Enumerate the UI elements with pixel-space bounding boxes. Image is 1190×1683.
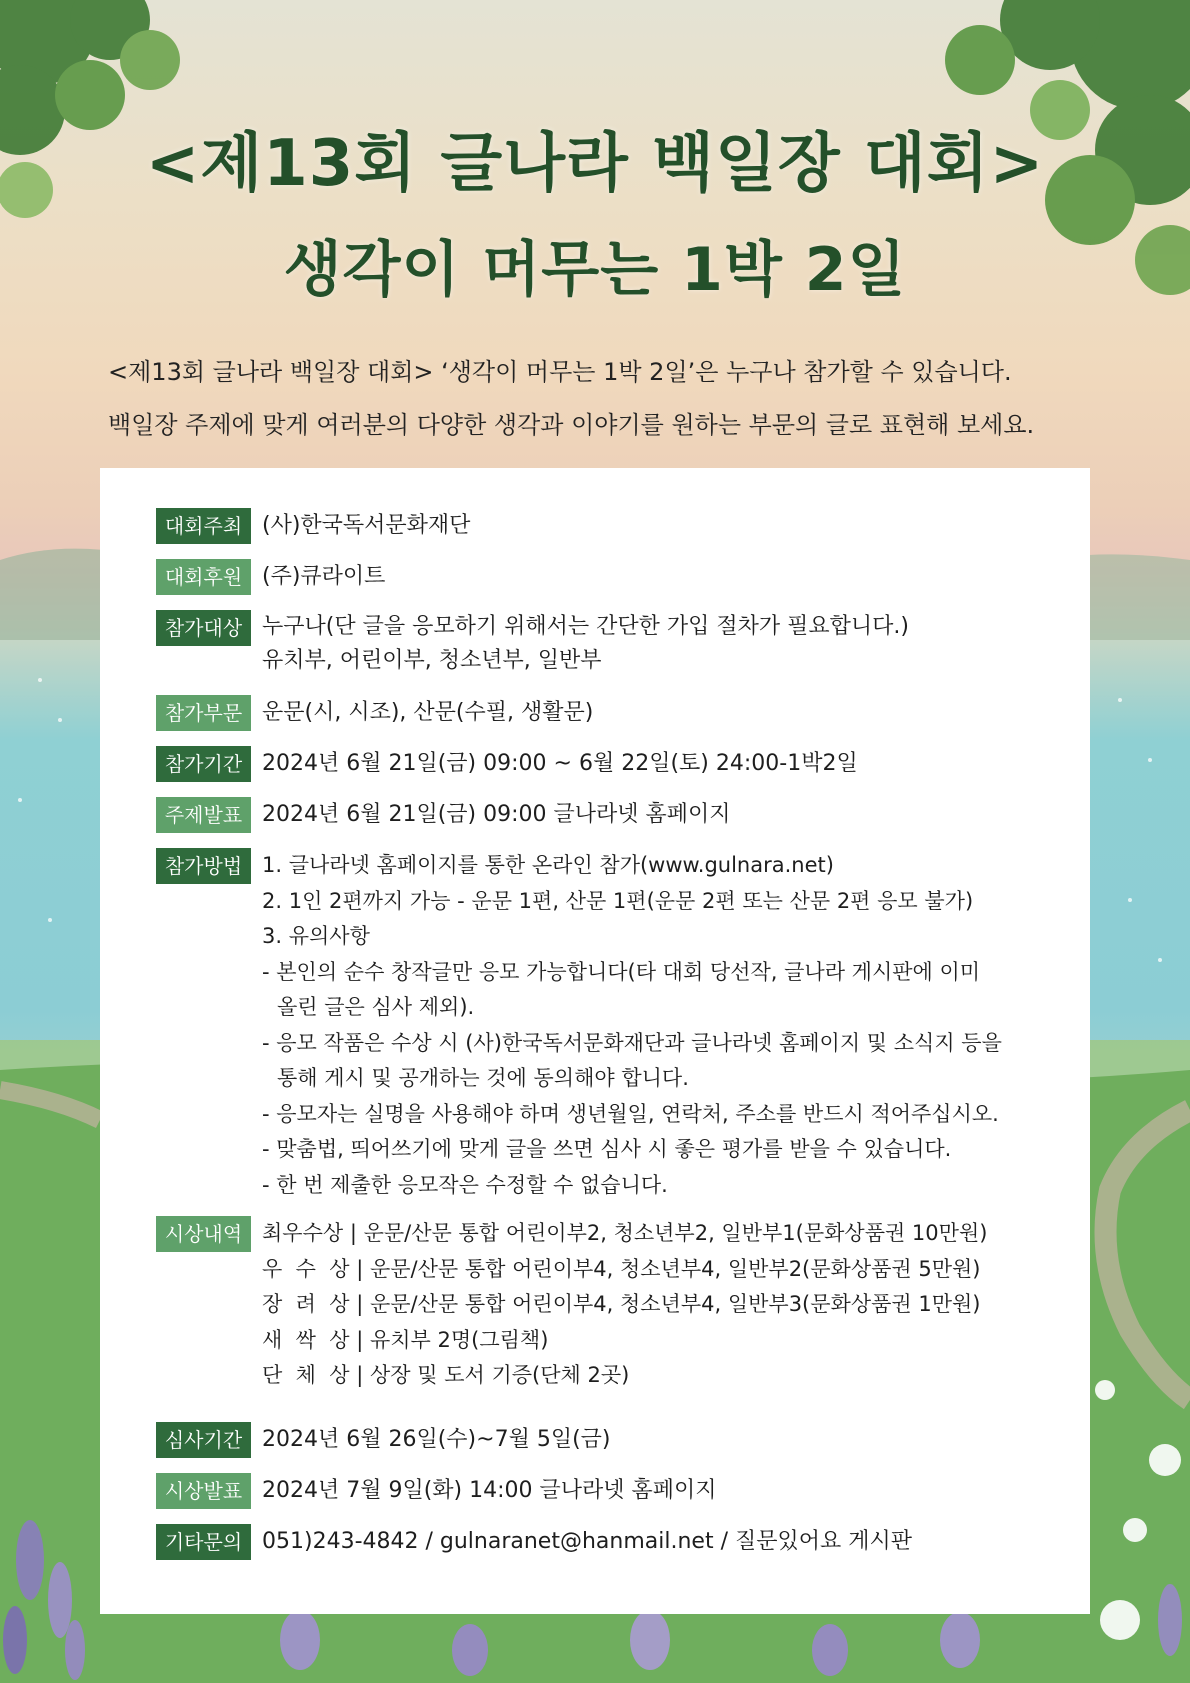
award-line: 장 려 상 | 운문/산문 통합 어린이부4, 청소년부4, 일반부3(문화상품권 1만원) [262, 1292, 981, 1316]
value-contact: 051)243-4842 / gulnaranet@hanmail.net / 질문있어요 게시판 [262, 1529, 912, 1554]
intro-line-1: <제13회 글나라 백일장 대회> ‘생각이 머무는 1박 2일’은 누구나 참가할 수 있습니다. [108, 358, 1012, 386]
label-announce: 시상발표 [156, 1473, 251, 1509]
label-method: 참가방법 [156, 848, 251, 884]
awards-lines [262, 1216, 987, 1394]
method-line: - 응모 작품은 수상 시 (사)한국독서문화재단과 글나라넷 홈페이지 및 소식지 등을 [262, 1030, 1002, 1055]
label-contact: 기타문의 [156, 1524, 251, 1560]
method-line: - 응모자는 실명을 사용해야 하며 생년월일, 연락처, 주소를 반드시 적어주십시오. [262, 1101, 999, 1126]
value-review: 2024년 6월 26일(수)~7월 5일(금) [262, 1427, 611, 1452]
intro-line-2: 백일장 주제에 맞게 여러분의 다양한 생각과 이야기를 원하는 부문의 글로 표현해 보세요. [108, 411, 1035, 439]
method-line: 통해 게시 및 공개하는 것에 동의해야 합니다. [277, 1066, 689, 1090]
row-announce [156, 1473, 717, 1509]
value-period: 2024년 6월 21일(금) 09:00 ~ 6월 22일(토) 24:00-1박2일 [262, 751, 858, 776]
eligibility-lines [262, 610, 909, 678]
row-eligibility [156, 610, 909, 678]
label-host: 대회주최 [156, 508, 251, 544]
method-lines [262, 848, 1002, 1203]
method-line: - 맞춤법, 띄어쓰기에 맞게 글을 쓰면 심사 시 좋은 평가를 받을 수 있습니다. [262, 1137, 952, 1161]
award-line: 최우수상 | 운문/산문 통합 어린이부2, 청소년부2, 일반부1(문화상품권 10만원) [262, 1221, 988, 1245]
row-host [156, 508, 470, 544]
value-category: 운문(시, 시조), 산문(수필, 생활문) [262, 700, 594, 725]
method-line: - 본인의 순수 창작글만 응모 가능합니다(타 대회 당선작, 글나라 게시판에 이미 [262, 959, 981, 984]
method-line: - 한 번 제출한 응모작은 수정할 수 없습니다. [262, 1172, 668, 1197]
label-sponsor: 대회후원 [156, 559, 251, 595]
value-topic: 2024년 6월 21일(금) 09:00 글나라넷 홈페이지 [262, 802, 731, 827]
value-host: (사)한국독서문화재단 [262, 513, 471, 538]
row-method [156, 848, 1002, 1203]
row-awards [156, 1216, 987, 1394]
row-period [156, 746, 858, 782]
award-line: 단 체 상 | 상장 및 도서 기증(단체 2곳) [262, 1363, 630, 1387]
award-line: 우 수 상 | 운문/산문 통합 어린이부4, 청소년부4, 일반부2(문화상품권 5만원) [262, 1256, 981, 1281]
method-line: 2. 1인 2편까지 가능 - 운문 1편, 산문 1편(운문 2편 또는 산문 2편 응모 불가) [262, 888, 974, 913]
label-category: 참가부문 [156, 695, 251, 731]
eligibility-line: 누구나(단 글을 응모하기 위해서는 간단한 가입 절차가 필요합니다.) [262, 614, 909, 639]
label-awards: 시상내역 [156, 1216, 251, 1252]
row-review [156, 1422, 610, 1458]
label-eligibility: 참가대상 [156, 610, 251, 646]
method-line: 1. 글나라넷 홈페이지를 통한 온라인 참가(www.gulnara.net) [262, 853, 834, 877]
eligibility-line: 유치부, 어린이부, 청소년부, 일반부 [262, 648, 602, 673]
value-sponsor: (주)큐라이트 [262, 564, 386, 589]
label-review: 심사기간 [156, 1422, 251, 1458]
label-topic: 주제발표 [156, 797, 251, 833]
row-sponsor [156, 559, 385, 595]
value-announce: 2024년 7월 9일(화) 14:00 글나라넷 홈페이지 [262, 1478, 717, 1503]
title-main: <제13회 글나라 백일장 대회> [145, 127, 1045, 201]
label-period: 참가기간 [156, 746, 251, 782]
info-panel [100, 468, 1090, 1614]
row-contact [156, 1524, 912, 1560]
row-topic [156, 797, 731, 833]
row-category [156, 695, 593, 731]
award-line: 새 싹 상 | 유치부 2명(그림책) [262, 1327, 549, 1352]
method-line: 올린 글은 심사 제외). [277, 995, 475, 1019]
method-line: 3. 유의사항 [262, 924, 370, 948]
title-sub: 생각이 머무는 1박 2일 [283, 235, 907, 305]
